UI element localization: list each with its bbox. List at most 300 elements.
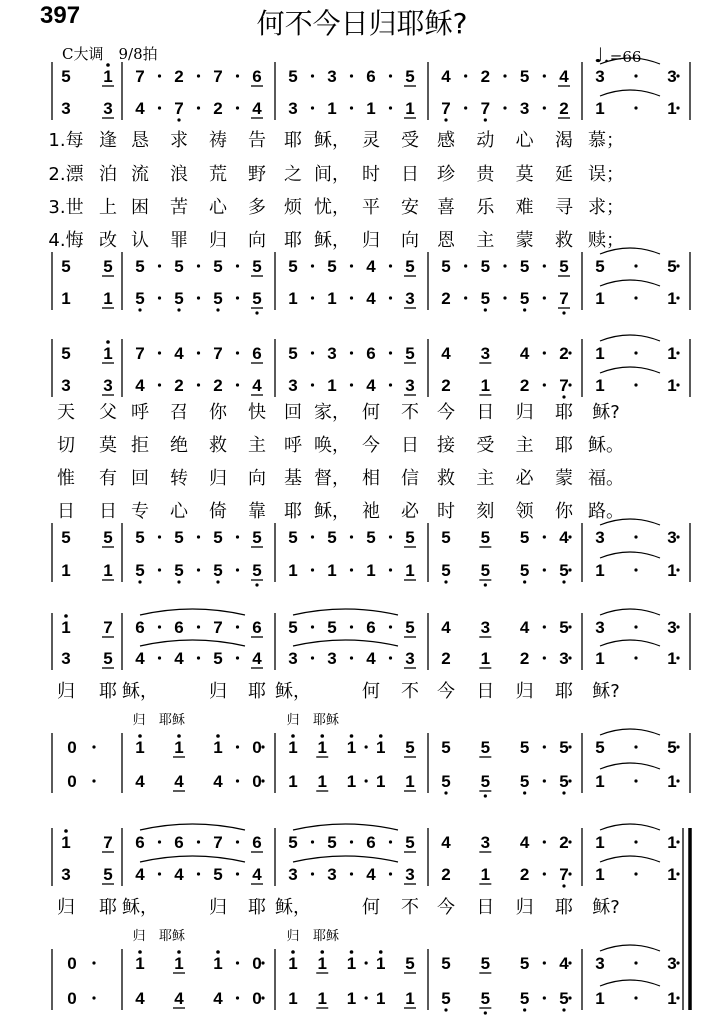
note-digit: 2	[213, 99, 223, 118]
note-digit: 3	[405, 376, 415, 395]
lyric-syllable: 耶	[555, 402, 573, 423]
note	[479, 376, 491, 395]
lyric-syllable: 时	[437, 501, 455, 522]
note-digit: 5	[103, 865, 113, 884]
lyric-syllable: 福。	[588, 468, 624, 489]
lyric-syllable: 主	[476, 230, 495, 251]
lyric-syllable: 稣，	[314, 230, 350, 251]
note	[558, 67, 570, 86]
note-digit: 5	[480, 257, 491, 276]
lyric-syllable: 赎；	[588, 230, 624, 251]
low-octave-dot	[523, 791, 526, 794]
duration-dot	[389, 568, 392, 571]
duration-dot	[311, 383, 314, 386]
lyric-syllable: 忧，	[314, 197, 350, 218]
note-digit: 4	[366, 865, 376, 884]
duration-dot	[197, 840, 200, 843]
note-digit: 5	[405, 67, 415, 86]
note	[174, 99, 183, 122]
note-digit: 1	[595, 772, 605, 791]
duration-dot	[464, 264, 467, 267]
lyric-syllable: 归	[57, 897, 75, 918]
note-digit: 3	[405, 865, 415, 884]
note	[327, 618, 336, 637]
note	[135, 833, 144, 852]
lyric-syllable: 烦	[284, 197, 302, 218]
high-octave-dot	[379, 950, 383, 954]
duration-dot	[350, 351, 353, 354]
note	[251, 257, 263, 276]
note-digit: 5	[519, 772, 530, 791]
note-digit: 1	[135, 954, 145, 973]
lyric-syllable: 求	[170, 130, 188, 151]
note-digit: 5	[327, 257, 337, 276]
lyric-syllable: 惟	[57, 468, 75, 489]
note-digit: 1	[595, 989, 605, 1008]
note	[479, 738, 491, 757]
note-digit: 5	[519, 561, 530, 580]
note	[102, 833, 114, 852]
note-digit: 1	[376, 772, 386, 791]
lyric-syllable: 信	[401, 468, 419, 489]
note-digit: 4	[252, 99, 262, 118]
note	[102, 618, 114, 637]
note	[174, 618, 183, 637]
note-digit: 6	[252, 344, 262, 363]
duration-dot	[634, 535, 637, 538]
duration-dot	[568, 535, 571, 538]
high-octave-dot	[106, 63, 110, 67]
high-octave-dot	[320, 950, 324, 954]
note	[404, 99, 416, 118]
lyric-syllable: 归	[515, 402, 534, 423]
note-digit: 1	[667, 865, 677, 884]
duration-dot	[543, 106, 546, 109]
duration-dot	[676, 745, 679, 748]
low-octave-dot	[216, 580, 219, 583]
note	[404, 865, 416, 884]
note	[404, 954, 416, 973]
lyric-syllable: 珍	[437, 164, 455, 185]
note-digit: 5	[559, 772, 569, 791]
duration-dot	[676, 351, 679, 354]
note-digit: 4	[366, 257, 376, 276]
lyric-syllable: 不	[401, 897, 419, 918]
note	[441, 528, 450, 547]
low-octave-dot	[523, 580, 526, 583]
note	[61, 257, 70, 276]
note	[288, 289, 297, 308]
note-digit: 5	[519, 528, 530, 547]
lyric-syllable: 呼	[284, 435, 302, 456]
note-digit: 1	[376, 989, 386, 1008]
duration-dot	[311, 568, 314, 571]
note-digit: 4	[366, 649, 376, 668]
lyric-syllable: 泊	[99, 164, 117, 185]
note	[481, 99, 490, 122]
note	[61, 67, 70, 86]
duration-dot	[464, 296, 467, 299]
duration-dot	[543, 568, 546, 571]
note-digit: 1	[595, 649, 605, 668]
lyric-syllable: 时	[362, 164, 380, 185]
note	[61, 865, 70, 884]
lyric-syllable: 刻	[476, 501, 495, 522]
note-digit: 5	[519, 954, 530, 973]
dotted-quarter-note-icon: ♩.	[594, 43, 610, 67]
duration-dot	[350, 296, 353, 299]
duration-dot	[261, 745, 264, 748]
low-octave-dot	[177, 580, 180, 583]
lyric-syllable: 稣?	[592, 681, 620, 702]
note-digit: 1	[103, 67, 113, 86]
low-octave-dot	[523, 308, 526, 311]
note	[667, 528, 676, 547]
note-digit: 7	[103, 833, 113, 852]
duration-dot	[197, 872, 200, 875]
note	[288, 528, 297, 547]
note-digit: 1	[595, 99, 605, 118]
note-digit: 1	[667, 833, 677, 852]
note	[595, 833, 604, 852]
note-digit: 7	[174, 99, 184, 118]
lyric-syllable: 相	[362, 468, 380, 489]
note-digit: 5	[135, 289, 145, 308]
tie-slur	[140, 856, 245, 862]
duration-dot	[568, 656, 571, 659]
note-digit: 5	[174, 289, 184, 308]
duration-dot	[158, 383, 161, 386]
note	[347, 989, 356, 1008]
note-digit: 5	[135, 561, 145, 580]
note-digit: 6	[174, 618, 184, 637]
tie-slur	[140, 824, 245, 830]
high-octave-dot	[350, 950, 354, 954]
note-digit: 1	[288, 738, 298, 757]
duration-dot	[543, 351, 546, 354]
note	[479, 954, 491, 973]
duration-dot	[197, 296, 200, 299]
note	[67, 989, 76, 1008]
duration-dot	[261, 779, 264, 782]
note	[404, 528, 416, 547]
duration-dot	[158, 74, 161, 77]
note	[173, 950, 185, 973]
lyric-syllable: 归	[362, 230, 380, 251]
note	[347, 950, 356, 973]
note-digit: 3	[667, 67, 677, 86]
note-digit: 4	[519, 618, 530, 637]
duration-dot	[389, 106, 392, 109]
note	[520, 289, 529, 312]
duration-dot	[634, 383, 637, 386]
duration-dot	[543, 383, 546, 386]
note	[595, 772, 604, 791]
note-digit: 5	[135, 528, 145, 547]
note-digit: 1	[103, 344, 113, 363]
duration-dot	[197, 568, 200, 571]
note	[404, 618, 416, 637]
high-octave-dot	[177, 734, 181, 738]
note	[102, 340, 114, 363]
note-digit: 3	[61, 649, 71, 668]
note-digit: 4	[174, 865, 184, 884]
high-octave-dot	[138, 734, 142, 738]
note-digit: 5	[559, 618, 569, 637]
lyric-syllable: 归	[209, 681, 227, 702]
low-octave-dot	[255, 311, 258, 314]
lyric-syllable: 必	[401, 501, 419, 522]
note	[61, 829, 70, 852]
note-digit: 5	[405, 528, 415, 547]
note	[174, 344, 184, 363]
note	[366, 865, 376, 884]
lyric-syllable: 野	[248, 164, 266, 185]
note	[366, 344, 375, 363]
note	[520, 738, 529, 757]
note-digit: 5	[61, 257, 71, 276]
duration-dot	[236, 745, 239, 748]
note	[595, 289, 604, 308]
note-digit: 2	[519, 649, 530, 668]
note-digit: 0	[67, 954, 77, 973]
duration-dot	[568, 625, 571, 628]
note	[595, 989, 604, 1008]
note-digit: 0	[67, 738, 77, 757]
note	[404, 376, 416, 395]
note-digit: 6	[252, 833, 262, 852]
hymn-number: 397	[40, 2, 81, 29]
duration-dot	[236, 351, 239, 354]
lyric-syllable: 之	[284, 164, 302, 185]
note	[595, 528, 604, 547]
note-digit: 5	[213, 528, 223, 547]
duration-dot	[676, 872, 679, 875]
lyric-syllable: 归	[515, 897, 534, 918]
duration-dot	[236, 74, 239, 77]
echo-lyric: 耶稣	[158, 713, 186, 728]
note-digit: 5	[252, 257, 262, 276]
note	[404, 289, 416, 308]
lyric-syllable: 改	[99, 230, 117, 251]
high-octave-dot	[291, 734, 295, 738]
note-digit: 1	[366, 561, 376, 580]
note	[327, 99, 336, 118]
note	[479, 989, 491, 1015]
duration-dot	[634, 872, 637, 875]
note-digit: 1	[103, 561, 113, 580]
lyric-syllable: 心	[170, 501, 188, 522]
note-digit: 3	[559, 649, 569, 668]
lyric-syllable: 心	[209, 197, 227, 218]
note	[173, 734, 185, 757]
lyric-syllable: 逢	[99, 130, 117, 151]
note	[213, 344, 222, 363]
note	[135, 561, 144, 584]
lyric-syllable: 祂	[362, 501, 380, 522]
note	[481, 67, 490, 86]
note	[366, 649, 376, 668]
note	[441, 618, 451, 637]
note	[520, 649, 529, 668]
note-digit: 2	[174, 376, 184, 395]
note-digit: 1	[103, 289, 113, 308]
duration-dot	[634, 656, 637, 659]
tie-slur	[600, 856, 660, 862]
note-digit: 1	[288, 989, 298, 1008]
duration-dot	[634, 74, 637, 77]
note	[327, 289, 336, 308]
note	[135, 989, 145, 1008]
note	[559, 649, 568, 668]
note	[252, 772, 261, 791]
note-digit: 5	[213, 865, 223, 884]
note-digit: 2	[559, 833, 569, 852]
note-digit: 5	[327, 528, 337, 547]
note-digit: 4	[135, 772, 145, 791]
note	[174, 67, 183, 86]
note-digit: 4	[559, 954, 569, 973]
low-octave-dot	[484, 583, 487, 586]
duration-dot	[236, 872, 239, 875]
duration-dot	[389, 872, 392, 875]
lyric-syllable: 日	[57, 501, 75, 522]
note-digit: 1	[667, 376, 677, 395]
note-digit: 1	[317, 738, 327, 757]
note-digit: 2	[559, 99, 569, 118]
note-digit: 1	[595, 344, 605, 363]
note	[520, 67, 529, 86]
note-digit: 5	[252, 528, 262, 547]
note-digit: 1	[213, 738, 223, 757]
note-digit: 3	[667, 954, 677, 973]
lyric-syllable: 耶	[248, 897, 266, 918]
note-digit: 1	[317, 989, 327, 1008]
note-digit: 1	[595, 561, 605, 580]
note	[404, 257, 416, 276]
note-digit: 4	[213, 772, 223, 791]
duration-dot	[676, 383, 679, 386]
duration-dot	[197, 351, 200, 354]
lyric-syllable: 日	[99, 501, 117, 522]
duration-dot	[350, 625, 353, 628]
note	[327, 344, 336, 363]
lyric-syllable: 今	[437, 681, 455, 702]
note-digit: 0	[252, 989, 262, 1008]
high-octave-dot	[64, 829, 68, 833]
note-digit: 3	[327, 865, 337, 884]
lyric-syllable: 4.悔	[48, 230, 84, 251]
note	[366, 289, 376, 308]
lyric-syllable: 间，	[314, 164, 350, 185]
note-digit: 5	[288, 344, 298, 363]
note-digit: 5	[519, 257, 530, 276]
note-digit: 5	[480, 528, 491, 547]
note	[135, 734, 144, 757]
duration-dot	[634, 996, 637, 999]
note	[251, 99, 263, 118]
lyric-syllable: 1.每	[48, 130, 84, 151]
low-octave-dot	[177, 308, 180, 311]
duration-dot	[158, 351, 161, 354]
note	[441, 67, 451, 86]
note-digit: 7	[135, 344, 145, 363]
note-digit: 1	[327, 289, 337, 308]
note	[288, 649, 297, 668]
lyric-syllable: 蒙	[555, 468, 573, 489]
low-octave-dot	[484, 308, 487, 311]
lyric-syllable: 绝	[170, 435, 188, 456]
duration-dot	[634, 264, 637, 267]
note-digit: 3	[595, 618, 605, 637]
tie-slur	[600, 729, 660, 735]
lyric-syllable: 快	[248, 402, 266, 423]
note	[595, 618, 604, 637]
duration-dot	[634, 745, 637, 748]
duration-dot	[389, 296, 392, 299]
duration-dot	[568, 996, 571, 999]
note-digit: 1	[667, 99, 677, 118]
note-digit: 1	[366, 99, 376, 118]
note-digit: 5	[441, 561, 451, 580]
note	[559, 561, 568, 584]
duration-dot	[158, 656, 161, 659]
lyric-syllable: 日	[401, 435, 419, 456]
lyric-syllable: 接	[437, 435, 455, 456]
note-digit: 4	[174, 344, 184, 363]
note-digit: 5	[441, 989, 451, 1008]
note-digit: 1	[288, 772, 298, 791]
note-digit: 1	[667, 289, 677, 308]
low-octave-dot	[138, 308, 141, 311]
note	[135, 376, 145, 395]
note-digit: 7	[559, 289, 569, 308]
note	[213, 99, 222, 118]
duration-dot	[311, 872, 314, 875]
note	[173, 772, 185, 791]
note-digit: 6	[252, 67, 262, 86]
low-octave-dot	[216, 308, 219, 311]
note-digit: 3	[288, 99, 298, 118]
note	[667, 989, 676, 1008]
note	[441, 344, 451, 363]
note	[327, 561, 336, 580]
note	[135, 257, 144, 276]
note-digit: 5	[213, 649, 223, 668]
note	[376, 734, 385, 757]
lyric-syllable: 回	[131, 468, 149, 489]
note	[558, 99, 570, 118]
note-digit: 5	[480, 738, 491, 757]
lyric-syllable: 日	[476, 897, 495, 918]
note-digit: 1	[174, 738, 184, 757]
note	[102, 649, 114, 668]
note	[135, 528, 144, 547]
note-digit: 5	[135, 257, 145, 276]
duration-dot	[236, 840, 239, 843]
duration-dot	[92, 961, 95, 964]
note-digit: 5	[252, 561, 262, 580]
lyric-syllable: 主	[248, 435, 266, 456]
note-digit: 5	[405, 344, 415, 363]
lyric-syllable: 流	[131, 164, 149, 185]
note	[559, 618, 568, 637]
note-digit: 1	[405, 989, 415, 1008]
note-digit: 4	[135, 649, 145, 668]
lyric-syllable: 日	[476, 681, 495, 702]
note	[667, 67, 676, 86]
lyric-syllable: 靠	[248, 501, 266, 522]
